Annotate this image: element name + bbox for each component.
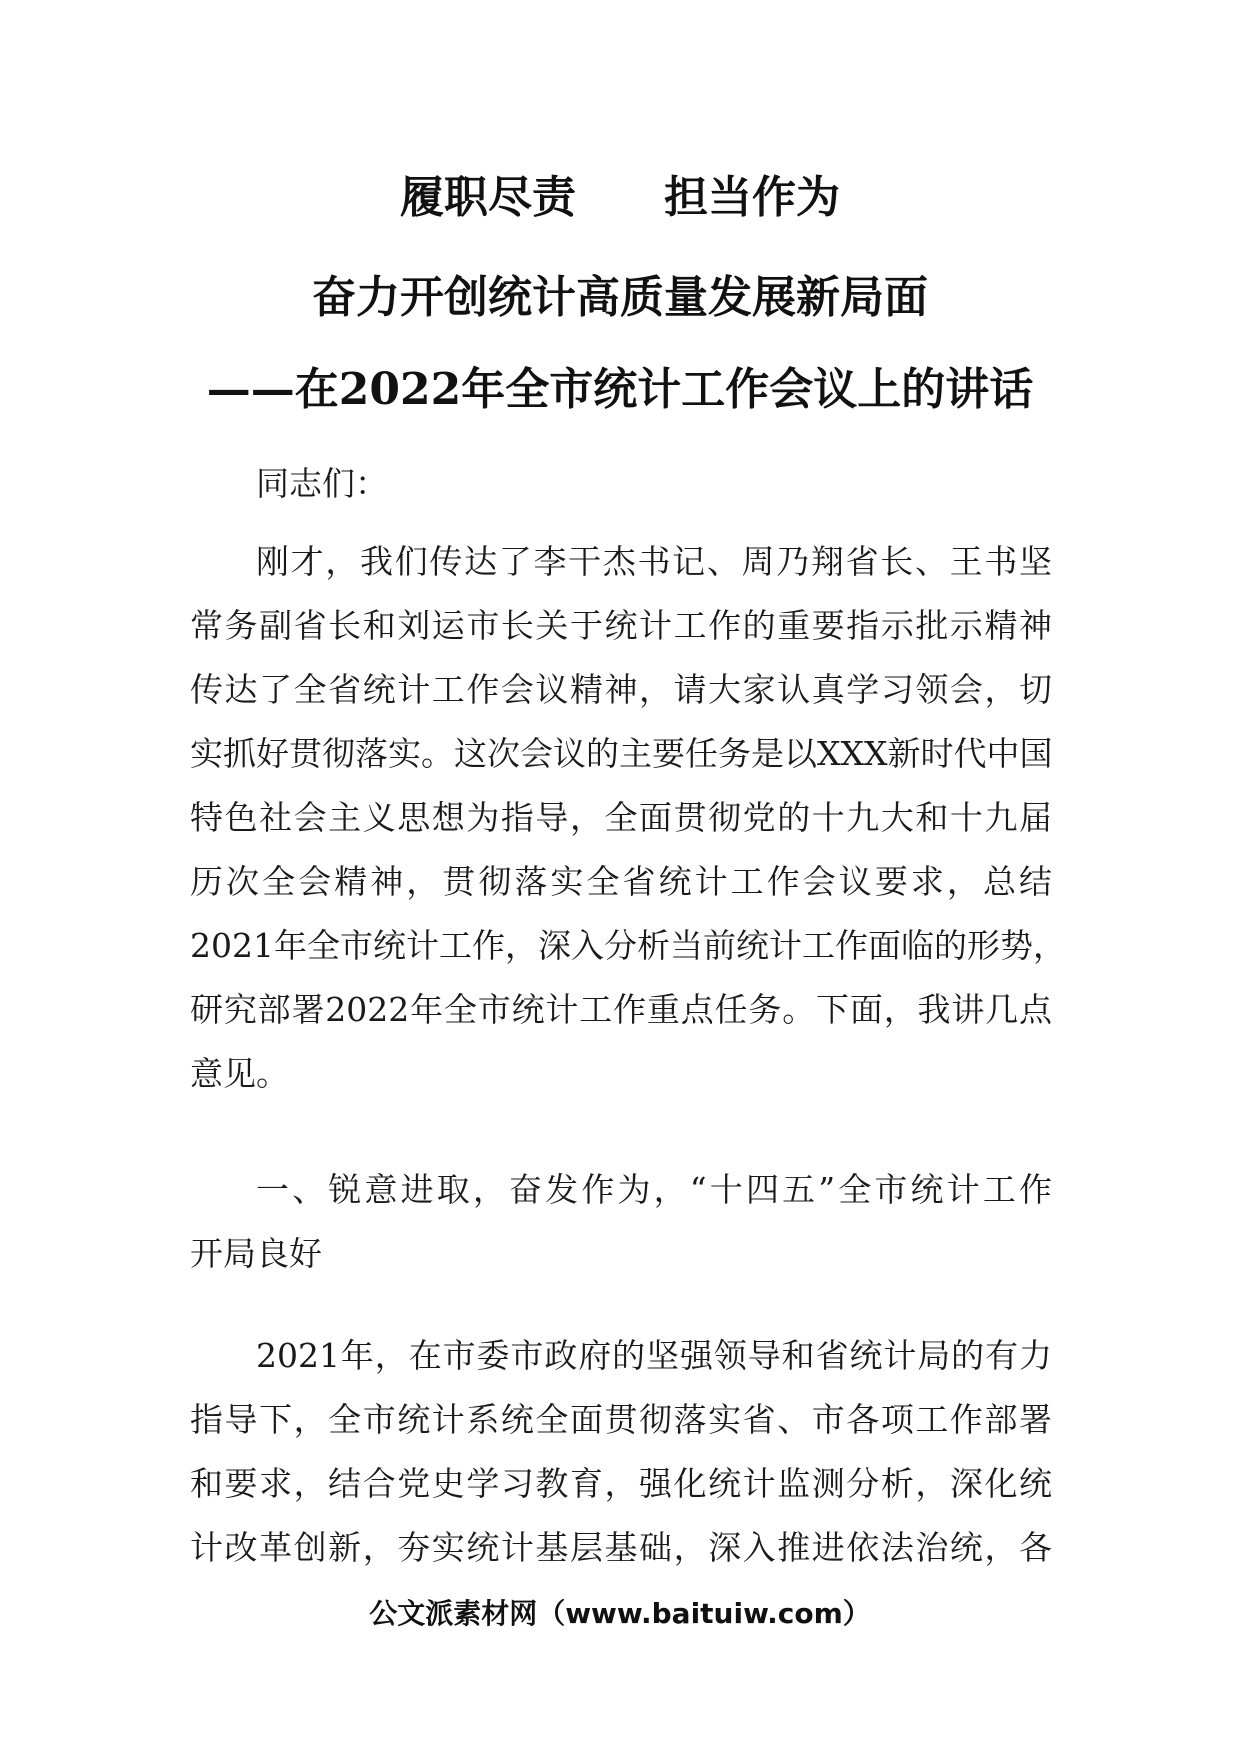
title-line-2: 奋力开创统计高质量发展新局面	[312, 272, 928, 323]
subtitle-line: ——在2022年全市统计工作会议上的讲话	[206, 364, 1034, 415]
paragraph-1-line: 传达了全省统计工作会议精神，请大家认真学习领会，切	[190, 670, 1052, 709]
paragraph-2-line: 指导下，全市统计系统全面贯彻落实省、市各项工作部署	[190, 1400, 1052, 1439]
paragraph-1-line: 刚才，我们传达了李干杰书记、周乃翔省长、王书坚	[256, 542, 1052, 581]
paragraph-1-line: 常务副省长和刘运市长关于统计工作的重要指示批示精神	[190, 606, 1052, 645]
paragraph-1-line: 实抓好贯彻落实。这次会议的主要任务是以XXX新时代中国	[190, 734, 1053, 773]
footer-watermark: 公文派素材网（www.baituiw.com）	[369, 1597, 871, 1630]
paragraph-2-line: 2021年，在市委市政府的坚强领导和省统计局的有力	[256, 1336, 1052, 1375]
paragraph-1-line: 2021年全市统计工作，深入分析当前统计工作面临的形势，	[190, 926, 1066, 965]
section-heading-line: 开局良好	[190, 1234, 322, 1273]
paragraph-2-line: 和要求，结合党史学习教育，强化统计监测分析，深化统	[190, 1464, 1052, 1503]
title-line-1	[0, 168, 1240, 228]
paragraph-1-line: 意见。	[190, 1054, 289, 1093]
paragraph-1-line: 历次全会精神，贯彻落实全省统计工作会议要求，总结	[190, 862, 1052, 901]
title-line-1-part-1: 履职尽责	[400, 172, 576, 223]
paragraph-1-line: 特色社会主义思想为指导，全面贯彻党的十九大和十九届	[190, 798, 1052, 837]
title-line-1-part-2: 担当作为	[664, 172, 840, 223]
paragraph-1-line: 研究部署2022年全市统计工作重点任务。下面，我讲几点	[190, 990, 1052, 1029]
salutation: 同志们：	[256, 464, 388, 503]
paragraph-2-line: 计改革创新，夯实统计基层基础，深入推进依法治统，各	[190, 1528, 1052, 1567]
section-heading-line: 一、锐意进取，奋发作为，“十四五”全市统计工作	[256, 1170, 1052, 1209]
